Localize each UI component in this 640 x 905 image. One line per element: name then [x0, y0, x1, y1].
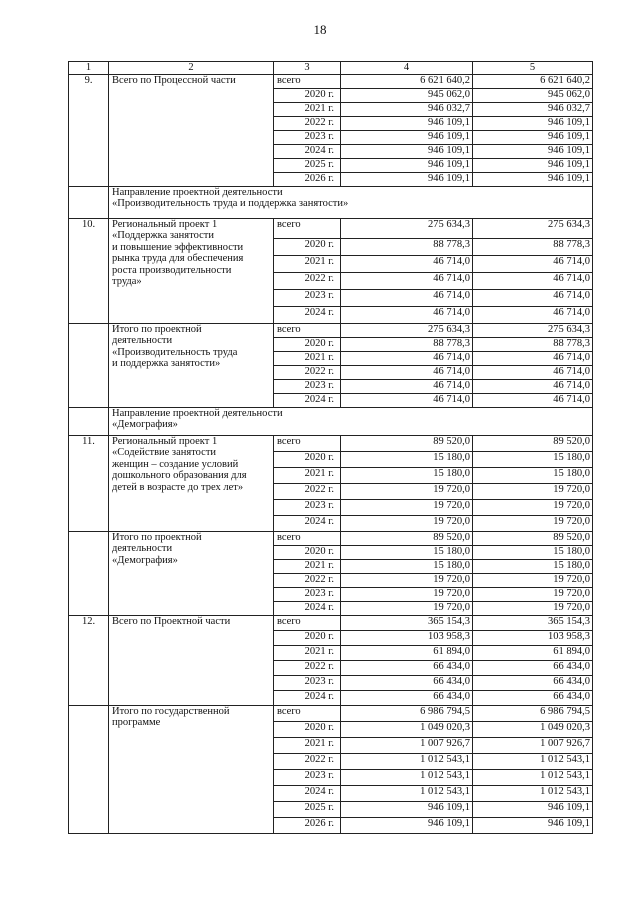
period-cell: 2022 г. [274, 272, 341, 289]
value-col5: 946 109,1 [473, 116, 593, 130]
row-label: Итого по проектной деятельности «Демография» [109, 531, 274, 615]
value-col5: 61 894,0 [473, 645, 593, 660]
value-col5: 19 720,0 [473, 573, 593, 587]
value-col4: 19 720,0 [341, 515, 473, 531]
value-col5: 46 714,0 [473, 306, 593, 323]
value-col5: 46 714,0 [473, 289, 593, 306]
period-cell: 2022 г. [274, 483, 341, 499]
value-col5: 103 958,3 [473, 630, 593, 645]
period-cell: 2023 г. [274, 675, 341, 690]
value-col4: 946 109,1 [341, 130, 473, 144]
value-col4: 19 720,0 [341, 587, 473, 601]
row-number: 12. [69, 615, 109, 705]
value-col4: 88 778,3 [341, 238, 473, 255]
row-number [69, 531, 109, 615]
period-cell: всего [274, 705, 341, 721]
value-col5: 19 720,0 [473, 515, 593, 531]
header-cell: 5 [473, 62, 593, 75]
value-col4: 66 434,0 [341, 690, 473, 705]
value-col4: 19 720,0 [341, 573, 473, 587]
table-row [69, 74, 593, 88]
period-cell: 2020 г. [274, 337, 341, 351]
period-cell: всего [274, 531, 341, 545]
value-col4: 946 109,1 [341, 172, 473, 186]
value-col5: 946 109,1 [473, 801, 593, 817]
period-cell: 2020 г. [274, 545, 341, 559]
row-label: Всего по Процессной части [109, 74, 274, 186]
value-col4: 19 720,0 [341, 483, 473, 499]
page-number: 18 [313, 22, 327, 37]
value-col4: 275 634,3 [341, 323, 473, 337]
period-cell: 2024 г. [274, 306, 341, 323]
value-col5: 15 180,0 [473, 451, 593, 467]
period-cell: 2022 г. [274, 573, 341, 587]
value-col5: 19 720,0 [473, 499, 593, 515]
value-col4: 946 032,7 [341, 102, 473, 116]
value-col4: 66 434,0 [341, 675, 473, 690]
row-number: 9. [69, 74, 109, 186]
value-col4: 46 714,0 [341, 306, 473, 323]
value-col4: 946 109,1 [341, 817, 473, 833]
table-body [69, 62, 593, 834]
value-col4: 945 062,0 [341, 88, 473, 102]
period-cell: 2021 г. [274, 255, 341, 272]
value-col5: 15 180,0 [473, 559, 593, 573]
period-cell: 2023 г. [274, 130, 341, 144]
value-col4: 46 714,0 [341, 351, 473, 365]
value-col4: 66 434,0 [341, 660, 473, 675]
value-col5: 946 109,1 [473, 817, 593, 833]
value-col4: 1 012 543,1 [341, 769, 473, 785]
period-cell: 2024 г. [274, 393, 341, 407]
table-row [69, 435, 593, 451]
period-cell: 2022 г. [274, 365, 341, 379]
value-col4: 6 621 640,2 [341, 74, 473, 88]
value-col5: 365 154,3 [473, 615, 593, 630]
value-col5: 88 778,3 [473, 337, 593, 351]
value-col5: 275 634,3 [473, 323, 593, 337]
period-cell: 2024 г. [274, 144, 341, 158]
row-label: Итого по государственной программе [109, 705, 274, 833]
period-cell: всего [274, 435, 341, 451]
period-cell: 2023 г. [274, 499, 341, 515]
value-col4: 61 894,0 [341, 645, 473, 660]
period-cell: 2024 г. [274, 690, 341, 705]
value-col4: 1 049 020,3 [341, 721, 473, 737]
direction-empty-cell [69, 186, 109, 218]
period-cell: 2021 г. [274, 645, 341, 660]
value-col4: 15 180,0 [341, 451, 473, 467]
row-number [69, 323, 109, 407]
value-col4: 15 180,0 [341, 559, 473, 573]
table-row [69, 218, 593, 238]
header-cell: 2 [109, 62, 274, 75]
table-row [69, 705, 593, 721]
value-col5: 46 714,0 [473, 255, 593, 272]
row-number [69, 705, 109, 833]
value-col4: 15 180,0 [341, 545, 473, 559]
value-col5: 66 434,0 [473, 675, 593, 690]
value-col4: 89 520,0 [341, 435, 473, 451]
header-cell: 4 [341, 62, 473, 75]
value-col5: 66 434,0 [473, 660, 593, 675]
value-col4: 19 720,0 [341, 499, 473, 515]
period-cell: 2024 г. [274, 785, 341, 801]
value-col5: 19 720,0 [473, 601, 593, 615]
value-col5: 19 720,0 [473, 483, 593, 499]
period-cell: всего [274, 615, 341, 630]
value-col5: 46 714,0 [473, 393, 593, 407]
period-cell: 2021 г. [274, 467, 341, 483]
value-col4: 946 109,1 [341, 144, 473, 158]
table-row [69, 615, 593, 630]
value-col5: 15 180,0 [473, 467, 593, 483]
period-cell: 2021 г. [274, 102, 341, 116]
value-col4: 88 778,3 [341, 337, 473, 351]
table-row [69, 531, 593, 545]
value-col5: 946 032,7 [473, 102, 593, 116]
value-col4: 46 714,0 [341, 272, 473, 289]
value-col5: 89 520,0 [473, 435, 593, 451]
value-col5: 6 621 640,2 [473, 74, 593, 88]
value-col5: 46 714,0 [473, 351, 593, 365]
value-col5: 15 180,0 [473, 545, 593, 559]
value-col5: 1 049 020,3 [473, 721, 593, 737]
value-col5: 275 634,3 [473, 218, 593, 238]
row-number: 11. [69, 435, 109, 531]
value-col4: 46 714,0 [341, 255, 473, 272]
period-cell: 2024 г. [274, 515, 341, 531]
value-col5: 46 714,0 [473, 379, 593, 393]
budget-table [68, 61, 593, 834]
period-cell: 2025 г. [274, 801, 341, 817]
row-label: Итого по проектной деятельности «Производительность труда и поддержка занятости» [109, 323, 274, 407]
value-col5: 946 109,1 [473, 172, 593, 186]
period-cell: 2023 г. [274, 769, 341, 785]
value-col4: 103 958,3 [341, 630, 473, 645]
value-col5: 1 012 543,1 [473, 769, 593, 785]
value-col4: 946 109,1 [341, 158, 473, 172]
value-col4: 19 720,0 [341, 601, 473, 615]
direction-title: Направление проектной деятельности «Производительность труда и поддержка занятости» [109, 186, 593, 218]
value-col4: 275 634,3 [341, 218, 473, 238]
value-col5: 946 109,1 [473, 144, 593, 158]
period-cell: 2021 г. [274, 737, 341, 753]
value-col5: 1 012 543,1 [473, 785, 593, 801]
period-cell: 2024 г. [274, 601, 341, 615]
header-cell: 3 [274, 62, 341, 75]
value-col5: 1 007 926,7 [473, 737, 593, 753]
period-cell: 2020 г. [274, 721, 341, 737]
period-cell: 2022 г. [274, 660, 341, 675]
value-col5: 66 434,0 [473, 690, 593, 705]
value-col5: 88 778,3 [473, 238, 593, 255]
period-cell: 2023 г. [274, 379, 341, 393]
value-col4: 46 714,0 [341, 379, 473, 393]
value-col5: 19 720,0 [473, 587, 593, 601]
value-col5: 1 012 543,1 [473, 753, 593, 769]
value-col4: 6 986 794,5 [341, 705, 473, 721]
value-col4: 89 520,0 [341, 531, 473, 545]
value-col5: 46 714,0 [473, 365, 593, 379]
value-col5: 946 109,1 [473, 130, 593, 144]
value-col4: 946 109,1 [341, 801, 473, 817]
value-col4: 46 714,0 [341, 393, 473, 407]
value-col4: 1 012 543,1 [341, 753, 473, 769]
direction-row [69, 186, 593, 218]
value-col4: 946 109,1 [341, 116, 473, 130]
period-cell: 2021 г. [274, 559, 341, 573]
period-cell: 2022 г. [274, 116, 341, 130]
direction-empty-cell [69, 407, 109, 435]
value-col5: 6 986 794,5 [473, 705, 593, 721]
period-cell: 2020 г. [274, 238, 341, 255]
period-cell: всего [274, 218, 341, 238]
period-cell: 2020 г. [274, 630, 341, 645]
direction-title: Направление проектной деятельности «Демография» [109, 407, 593, 435]
value-col4: 1 007 926,7 [341, 737, 473, 753]
period-cell: 2023 г. [274, 587, 341, 601]
period-cell: всего [274, 323, 341, 337]
value-col4: 365 154,3 [341, 615, 473, 630]
value-col4: 1 012 543,1 [341, 785, 473, 801]
period-cell: 2025 г. [274, 158, 341, 172]
period-cell: 2021 г. [274, 351, 341, 365]
value-col5: 89 520,0 [473, 531, 593, 545]
period-cell: 2022 г. [274, 753, 341, 769]
value-col5: 46 714,0 [473, 272, 593, 289]
period-cell: 2023 г. [274, 289, 341, 306]
row-number: 10. [69, 218, 109, 323]
header-cell: 1 [69, 62, 109, 75]
value-col5: 945 062,0 [473, 88, 593, 102]
value-col5: 946 109,1 [473, 158, 593, 172]
row-label: Региональный проект 1 «Содействие занятости женщин – создание условий дошкольного образования для детей в возрасте до трех лет» [109, 435, 274, 531]
period-cell: 2026 г. [274, 817, 341, 833]
period-cell: 2020 г. [274, 88, 341, 102]
row-label: Всего по Проектной части [109, 615, 274, 705]
table-row [69, 323, 593, 337]
period-cell: 2026 г. [274, 172, 341, 186]
header-row [69, 62, 593, 75]
value-col4: 15 180,0 [341, 467, 473, 483]
direction-row [69, 407, 593, 435]
value-col4: 46 714,0 [341, 365, 473, 379]
row-label: Региональный проект 1 «Поддержка занятости и повышение эффективности рынка труда для обеспечения роста производительности труда» [109, 218, 274, 323]
value-col4: 46 714,0 [341, 289, 473, 306]
period-cell: всего [274, 74, 341, 88]
period-cell: 2020 г. [274, 451, 341, 467]
